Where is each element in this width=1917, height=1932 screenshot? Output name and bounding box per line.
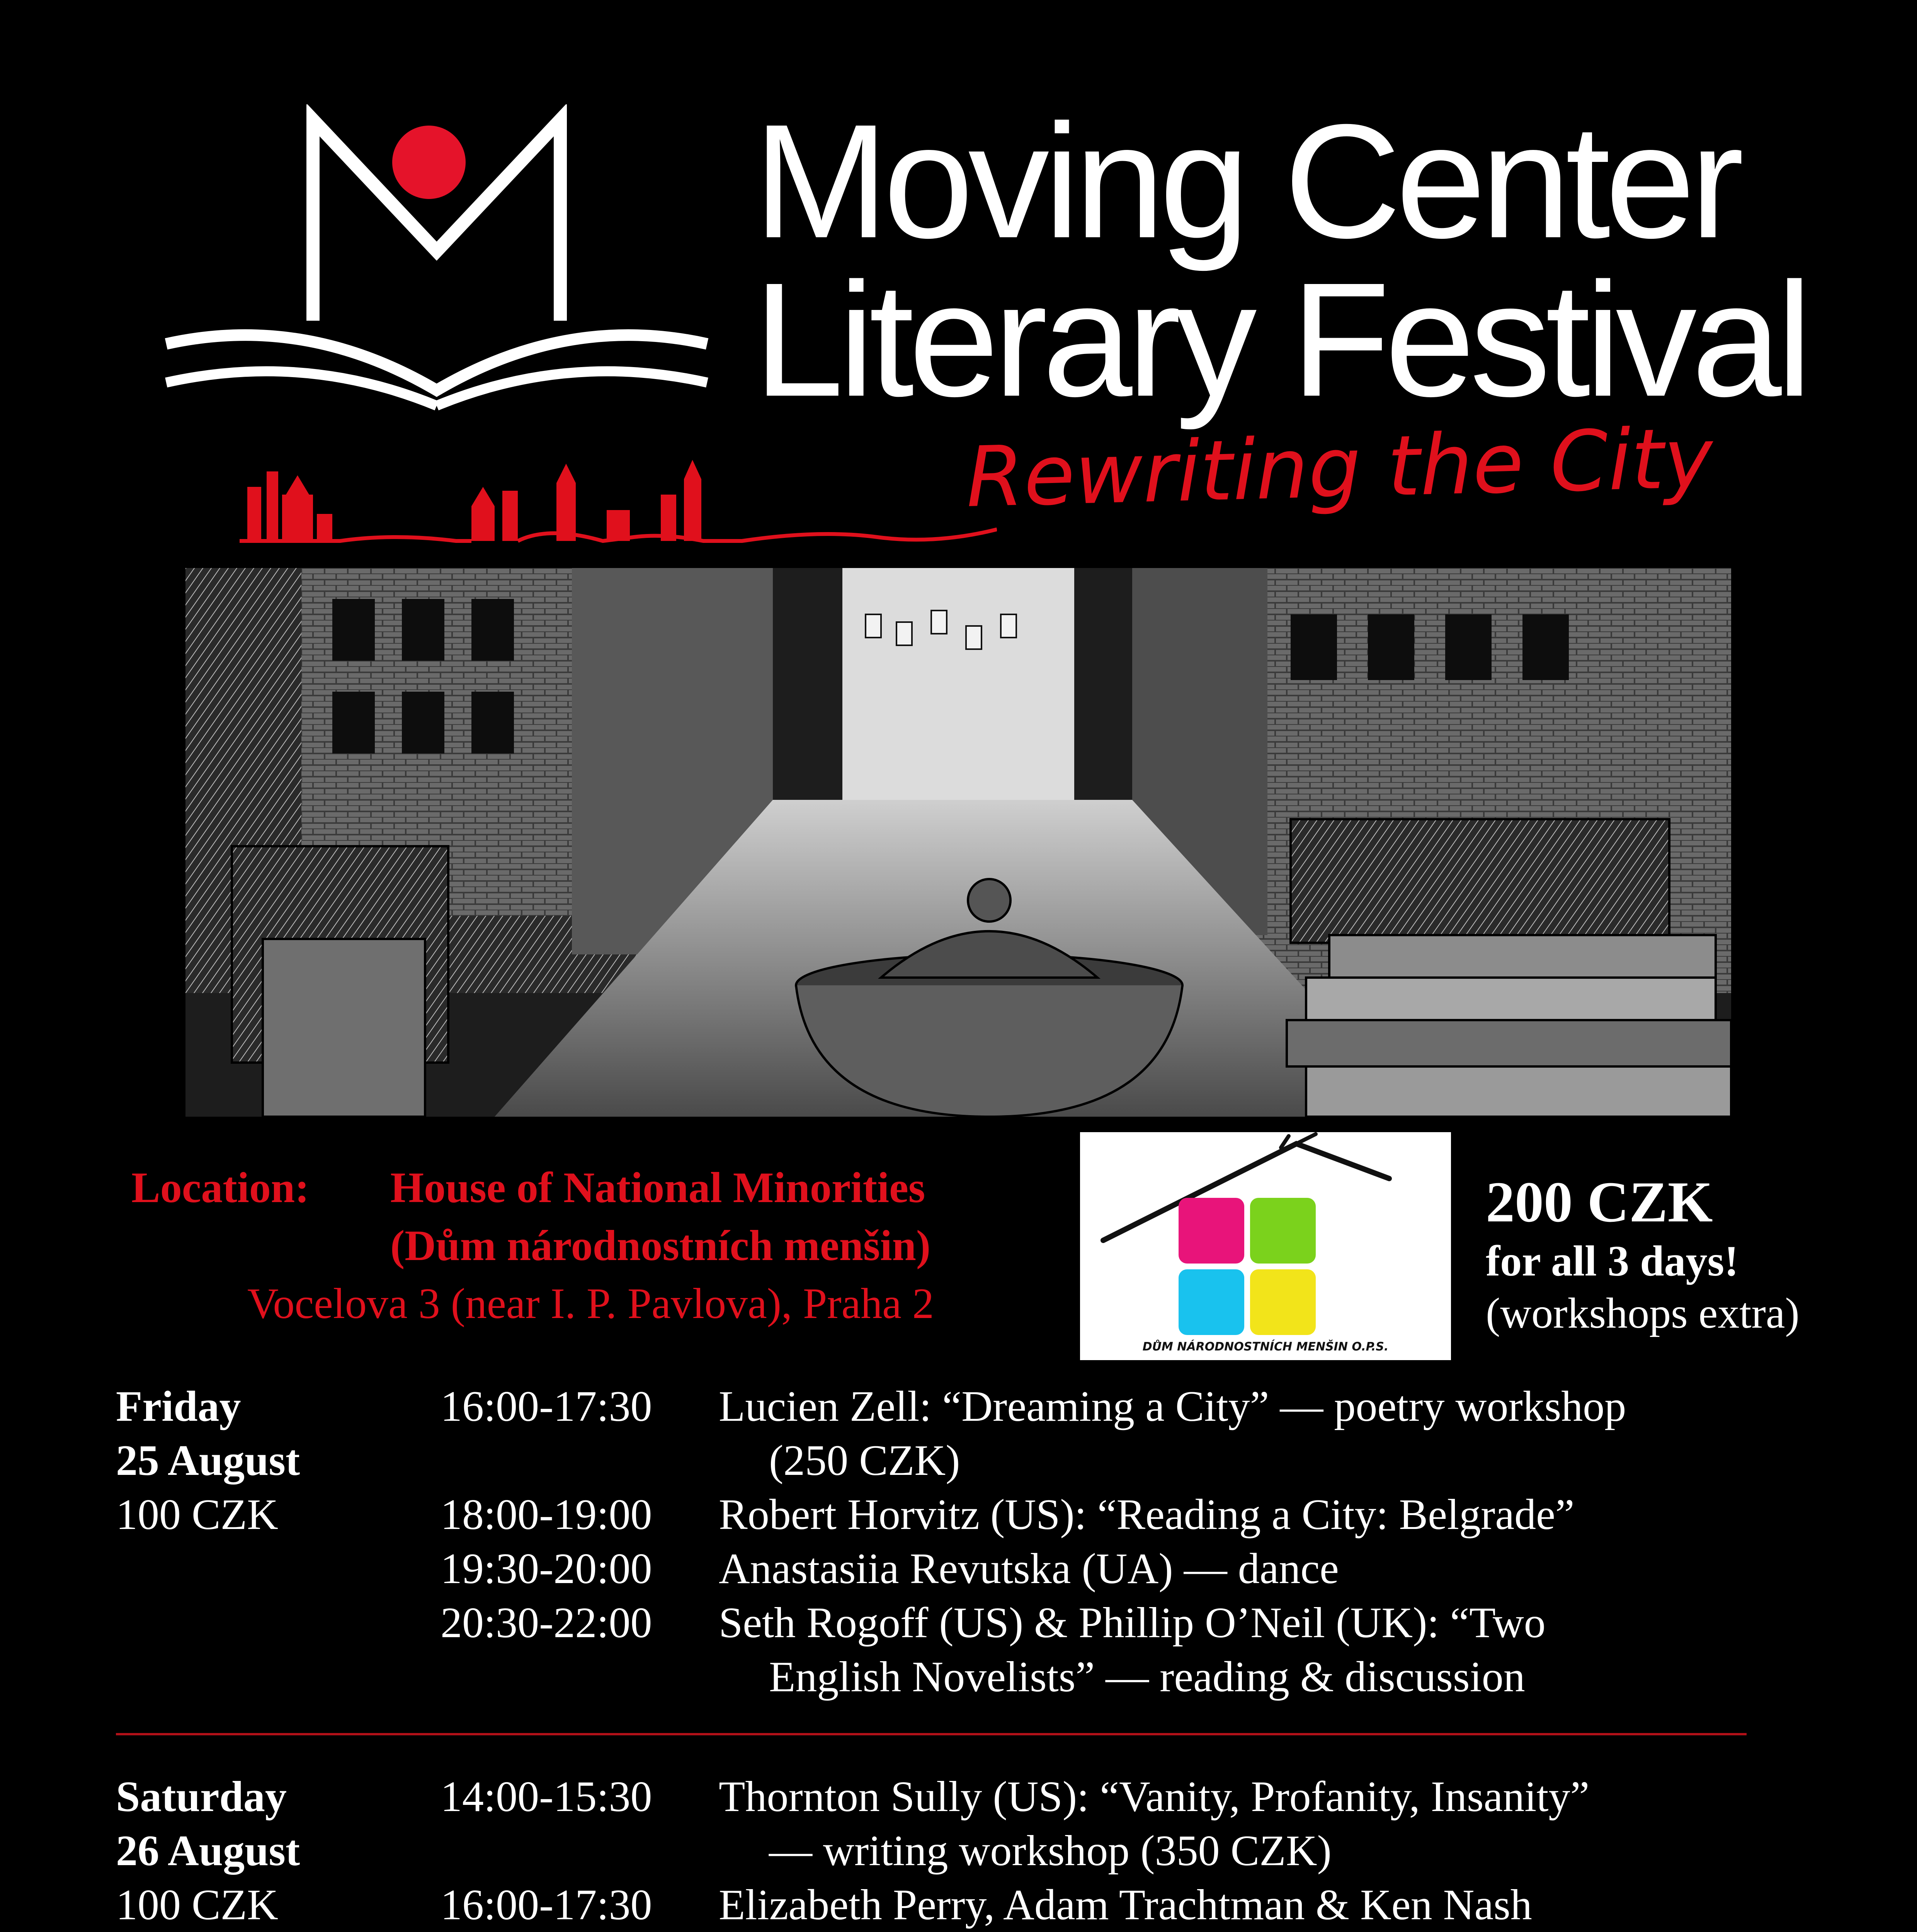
event-detail: — writing workshop (350 CZK) <box>769 1827 1332 1875</box>
event-detail: English Novelists” — reading & discussion <box>769 1653 1525 1701</box>
event-time: 16:00-17:30 <box>441 1881 652 1929</box>
venue-name-czech: (Dům národnostních menšin) <box>390 1222 931 1270</box>
event-title: Lucien Zell: “Dreaming a City” — poetry workshop <box>719 1383 1626 1430</box>
day-name-saturday: Saturday <box>116 1773 287 1821</box>
venue-address: Vocelova 3 (near I. P. Pavlova), Praha 2 <box>247 1280 934 1328</box>
city-skyline-icon <box>240 437 997 553</box>
event-title: Seth Rogoff (US) & Phillip O’Neil (UK): “Two <box>719 1599 1546 1647</box>
event-time: 14:00-15:30 <box>441 1773 652 1821</box>
event-time: 18:00-19:00 <box>441 1491 652 1539</box>
event-time: 16:00-17:30 <box>441 1383 652 1430</box>
day-price-saturday: 100 CZK <box>116 1881 278 1929</box>
event-time: 19:30-20:00 <box>441 1545 652 1593</box>
festival-subtitle: Rewriting the City <box>964 409 1714 526</box>
house-of-minorities-logo-icon <box>1080 1132 1451 1360</box>
venue-name: House of National Minorities <box>390 1164 925 1212</box>
festival-logo-icon <box>158 104 715 413</box>
event-time: 20:30-22:00 <box>441 1599 652 1647</box>
event-title: Elizabeth Perry, Adam Trachtman & Ken Nash <box>719 1881 1532 1929</box>
festival-pass-note: for all 3 days! <box>1486 1237 1739 1285</box>
location-label: Location: <box>131 1164 310 1212</box>
event-title: Thornton Sully (US): “Vanity, Profanity, Insanity” <box>719 1773 1590 1821</box>
day-price-friday: 100 CZK <box>116 1491 278 1539</box>
day-date-saturday: 26 August <box>116 1827 300 1875</box>
festival-title-line-2: Literary Festival <box>754 249 1807 430</box>
day-date-friday: 25 August <box>116 1437 300 1485</box>
event-title: Anastasiia Revutska (UA) — dance <box>719 1545 1339 1593</box>
festival-pass-extra: (workshops extra) <box>1486 1289 1800 1337</box>
event-detail: (250 CZK) <box>769 1437 960 1485</box>
festival-title-line-1: Moving Center <box>754 91 1739 272</box>
venue-logo-caption: DŮM NÁRODNOSTNÍCH MENŠIN O.P.S. <box>1142 1340 1389 1354</box>
day-name-friday: Friday <box>116 1383 241 1430</box>
city-street-illustration <box>185 568 1731 1117</box>
section-divider <box>116 1733 1747 1735</box>
event-title: Robert Horvitz (US): “Reading a City: Belgrade” <box>719 1491 1575 1539</box>
festival-pass-price: 200 CZK <box>1486 1170 1713 1234</box>
